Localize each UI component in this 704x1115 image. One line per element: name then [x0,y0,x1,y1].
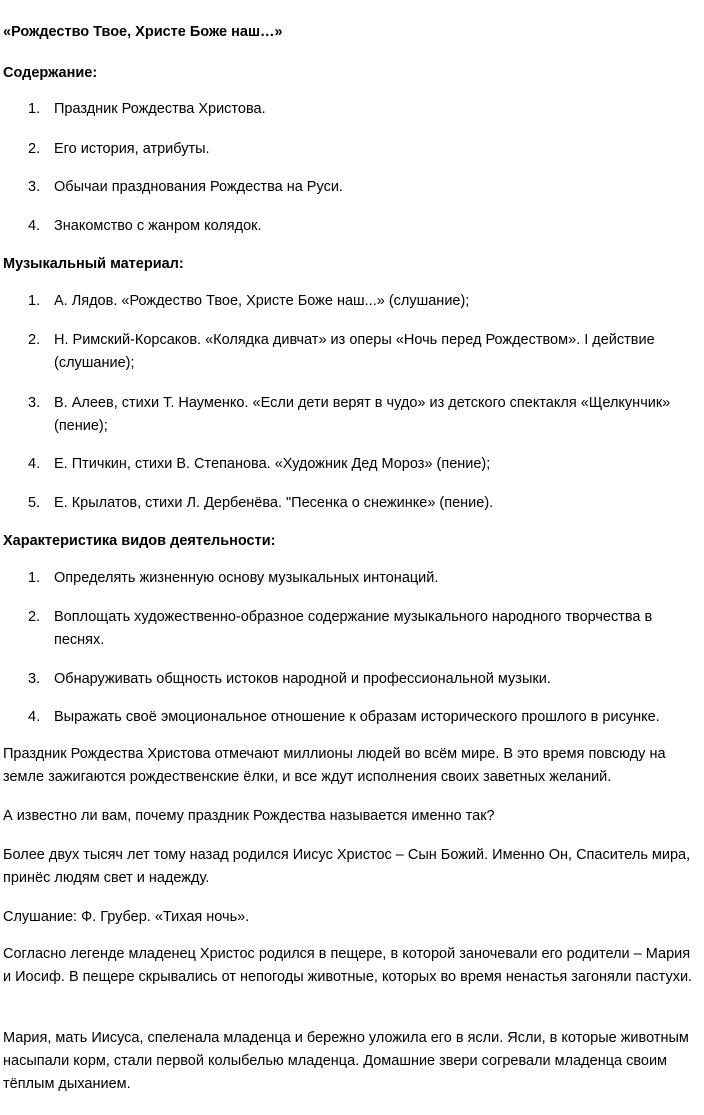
list-item-text: А. Лядов. «Рождество Твое, Христе Боже наш...» (слушание); [54,293,470,309]
body-paragraph: Более двух тысяч лет тому назад родился Иисус Христос – Сын Божий. Именно Он, Спаситель мира, принёс людям свет и надежду. [3,847,691,886]
body-paragraph: Праздник Рождества Христова отмечают миллионы людей во всём мире. В это время повсюду на земле зажигаются рождественские ёлки, и все ждут исполнения своих заветных желаний. [3,746,666,785]
list-item-text: Воплощать художественно-образное содержание музыкального народного творчества в песнях. [54,609,653,648]
list-item-text: В. Алеев, стихи Т. Науменко. «Если дети верят в чудо» из детского спектакля «Щелкунчик» (пение); [54,395,671,434]
list-item-text: Его история, атрибуты. [54,141,210,157]
list-item-number: 2. [28,141,41,157]
list-item-text: Е. Птичкин, стихи В. Степанова. «Художник Дед Мороз» (пение); [54,456,491,472]
list-item-number: 3. [28,179,41,195]
list-item-number: 3. [28,395,41,411]
body-paragraph: Слушание: Ф. Грубер. «Тихая ночь». [3,909,250,925]
list-item-text: Н. Римский-Корсаков. «Колядка дивчат» из оперы «Ночь перед Рождеством». I действие (слушание); [54,332,655,371]
list-item-number: 4. [28,218,41,234]
list-item-text: Обнаруживать общность истоков народной и профессиональной музыки. [54,671,551,687]
section-heading-activities: Характеристика видов деятельности: [3,533,276,549]
document-title: «Рождество Твое, Христе Боже наш…» [3,24,283,40]
list-item-number: 5. [28,495,41,511]
section-heading-music: Музыкальный материал: [3,256,184,272]
body-paragraph: А известно ли вам, почему праздник Рождества называется именно так? [3,808,495,824]
list-item-number: 2. [28,332,41,348]
list-item-number: 1. [28,293,41,309]
body-paragraph: Согласно легенде младенец Христос родился в пещере, в которой заночевали его родители – Мария и Иосиф. В пещере скрывались от непогоды животные, которых во время ненастья загоняли пастухи. [3,946,693,985]
list-item-text: Определять жизненную основу музыкальных интонаций. [54,570,439,586]
list-item-number: 1. [28,101,41,117]
list-item-text: Обычаи празднования Рождества на Руси. [54,179,343,195]
section-heading-contents: Содержание: [3,65,98,81]
list-item-text: Праздник Рождества Христова. [54,101,266,117]
list-item-number: 3. [28,671,41,687]
list-item-text: Знакомство с жанром колядок. [54,218,262,234]
list-item-number: 4. [28,456,41,472]
list-item-number: 4. [28,709,41,725]
list-item-text: Е. Крылатов, стихи Л. Дербенёва. "Песенка о снежинке» (пение). [54,495,494,511]
list-item-number: 1. [28,570,41,586]
body-paragraph: Мария, мать Иисуса, спеленала младенца и бережно уложила его в ясли. Ясли, в которые животным насыпали корм, стали первой колыбелью младенца. Домашние звери согревали младенца своим тёплым дыханием. [3,1030,689,1092]
list-item-text: Выражать своё эмоциональное отношение к образам исторического прошлого в рисунке. [54,709,660,725]
list-item-number: 2. [28,609,41,625]
